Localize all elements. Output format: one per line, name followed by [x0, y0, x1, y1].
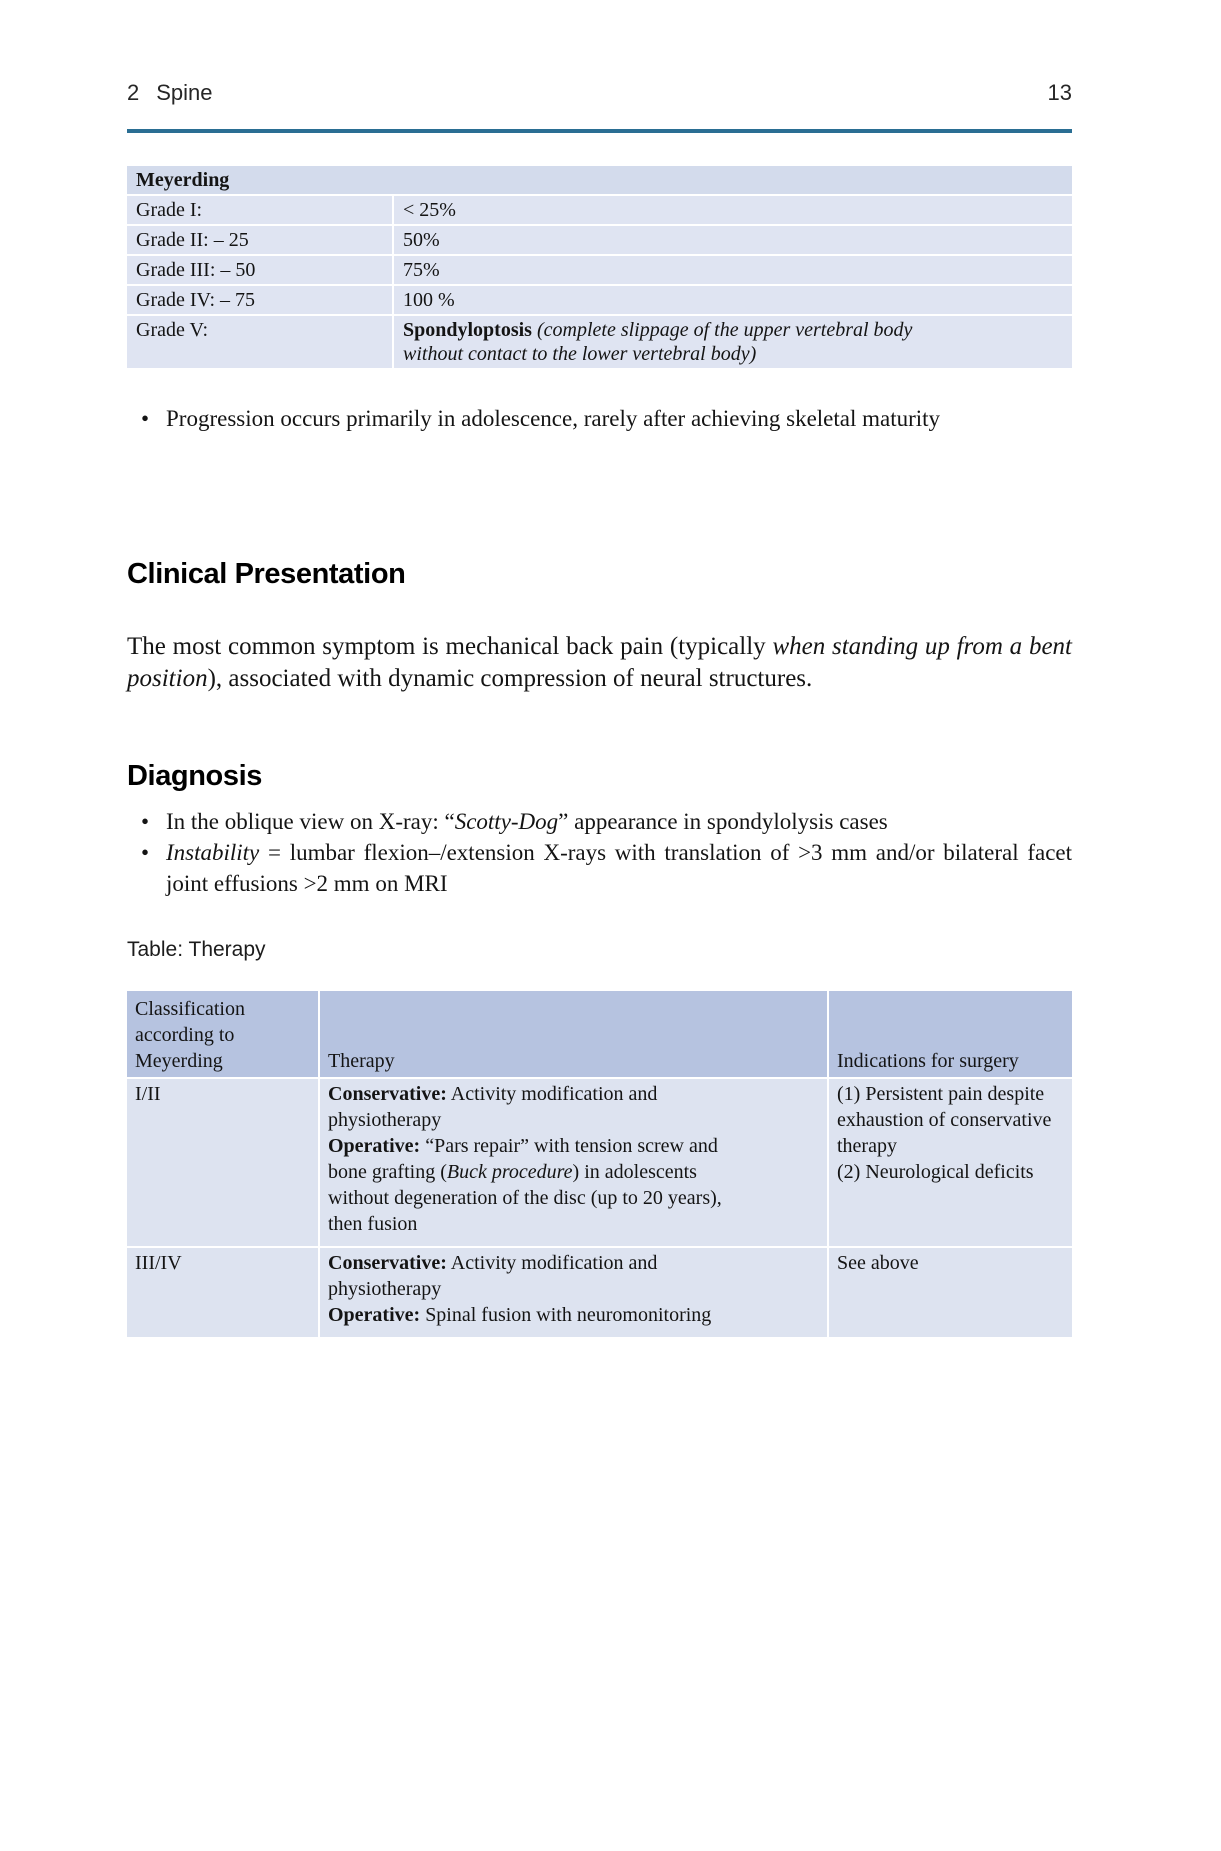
meyerding-row-value: 50%	[394, 226, 1072, 254]
clinical-presentation-heading: Clinical Presentation	[127, 558, 406, 591]
diagnosis-bullet-1-text: In the oblique view on X-ray: “Scotty-Dog” appearance in spondylolysis cases	[166, 809, 888, 834]
page-content	[127, 0, 1072, 1851]
clinical-presentation-paragraph: The most common symptom is mechanical back pain (typically when standing up from a bent position), associated with dynamic compression of neural structures.	[127, 633, 1072, 692]
therapy-table-caption: Table: Therapy	[127, 938, 266, 961]
bullet-marker: •	[141, 840, 150, 865]
therapy-row-therapy: Conservative: Activity modification and physiotherapy Operative: “Pars repair” with tension screw and bone grafting (Buck procedure) in adolescents without degeneration of the disc (up to 20 years), then fusion	[320, 1079, 827, 1246]
meyerding-row-value: Spondyloptosis (complete slippage of the upper vertebral body without contact to the lower vertebral body)	[394, 316, 1072, 368]
therapy-row-indications: (1) Persistent pain despite exhaustion of conservative therapy (2) Neurological deficits	[829, 1079, 1072, 1246]
meyerding-table-title: Meyerding	[127, 166, 1072, 194]
bullet-marker: •	[141, 809, 150, 834]
meyerding-row-label: Grade III: – 50	[127, 256, 392, 284]
running-head	[127, 80, 1072, 106]
diagnosis-bullet-2-text: Instability = lumbar flexion–/extension X-rays with translation of >3 mm and/or bilateral facet joint effusions >2 mm on MRI	[166, 840, 1072, 896]
meyerding-row-label: Grade I:	[127, 196, 392, 224]
chapter-title: Spine	[156, 80, 213, 105]
therapy-header-therapy: Therapy	[320, 991, 827, 1077]
progression-bullet	[127, 402, 1072, 435]
progression-bullet-text: Progression occurs primarily in adolescence, rarely after achieving skeletal maturity	[166, 406, 941, 431]
meyerding-row-value: 100 %	[394, 286, 1072, 314]
meyerding-row-value: 75%	[394, 256, 1072, 284]
meyerding-row-label: Grade IV: – 75	[127, 286, 392, 314]
header-rule	[127, 129, 1072, 133]
therapy-row-classification: III/IV	[127, 1248, 318, 1337]
meyerding-row-value: < 25%	[394, 196, 1072, 224]
page-number: 13	[1047, 80, 1072, 105]
chapter-number: 2	[127, 80, 140, 105]
bullet-marker: •	[141, 406, 150, 431]
meyerding-table	[127, 166, 1072, 368]
meyerding-row-label: Grade V:	[127, 316, 392, 368]
diagnosis-bullet-list	[127, 806, 1072, 899]
diagnosis-bullet-1	[127, 806, 1072, 837]
therapy-row-therapy: Conservative: Activity modification and physiotherapy Operative: Spinal fusion with neuromonitoring	[320, 1248, 827, 1337]
therapy-header-classification: Classification according to Meyerding	[127, 991, 318, 1077]
therapy-row-indications: See above	[829, 1248, 1072, 1337]
therapy-row-classification: I/II	[127, 1079, 318, 1246]
meyerding-row-label: Grade II: – 25	[127, 226, 392, 254]
therapy-header-indications: Indications for surgery	[829, 991, 1072, 1077]
therapy-table	[127, 991, 1072, 1337]
diagnosis-bullet-2	[127, 837, 1072, 899]
diagnosis-heading: Diagnosis	[127, 760, 262, 793]
